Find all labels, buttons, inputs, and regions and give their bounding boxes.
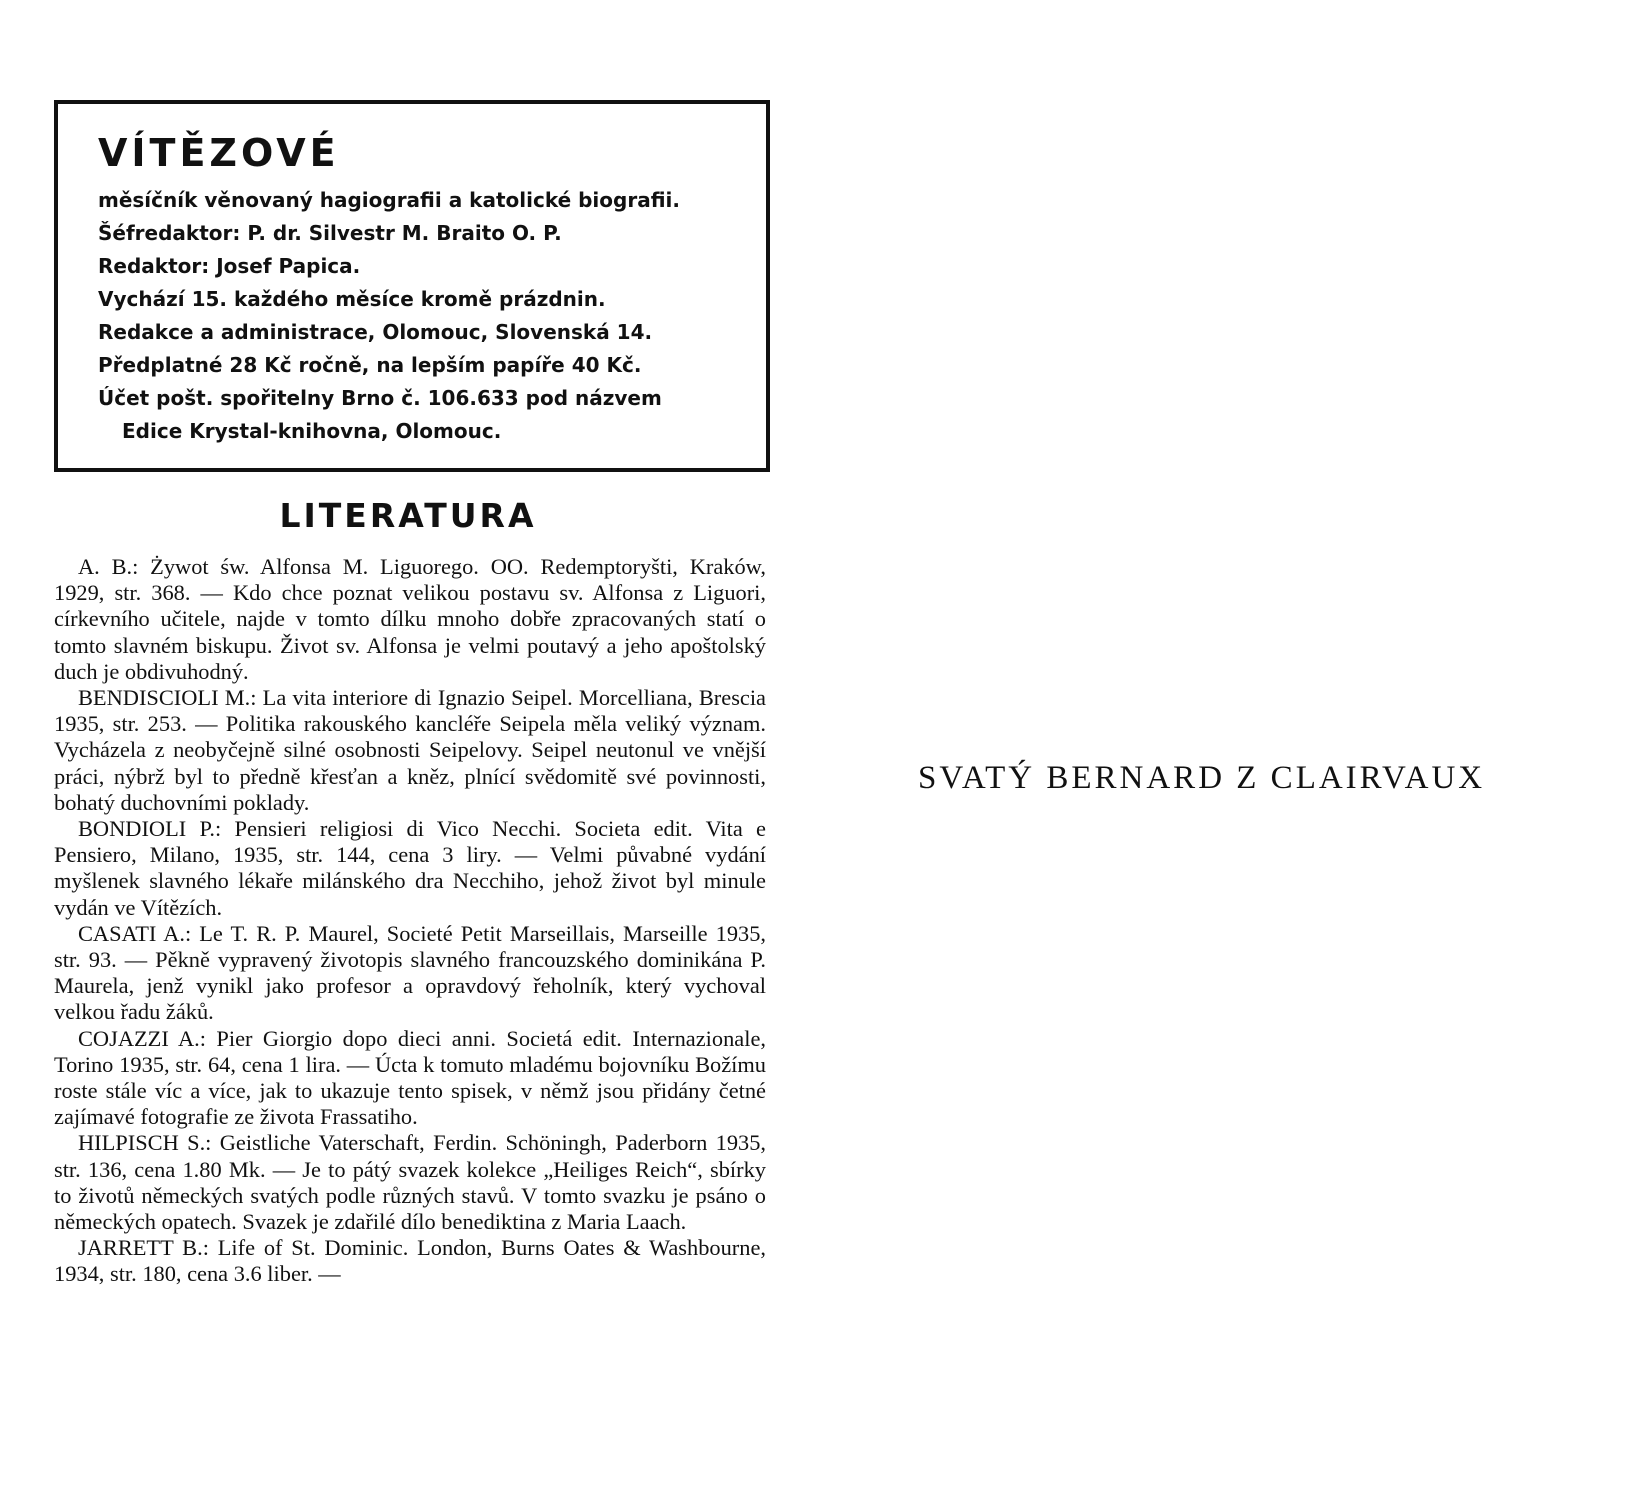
literature-entry: CASATI A.: Le T. R. P. Maurel, Societé Petit Marseillais, Marseille 1935, str. 93. — Pěkně vypravený životopis slavného francouzského dominikána P. Maurela, jenž vynikl jako profesor a opravdový řeholník, který vychoval velkou řadu žáků. (54, 920, 766, 1025)
masthead-line: Předplatné 28 Kč ročně, na lepším papíře 40 Kč. (98, 353, 642, 377)
literature-list (54, 554, 772, 1288)
masthead-line: Vychází 15. každého měsíce kromě prázdnin. (98, 287, 606, 311)
masthead-line: Účet pošt. spořitelny Brno č. 106.633 pod názvem (98, 386, 662, 410)
masthead-line: Šéfredaktor: P. dr. Silvestr M. Braito O. P. (98, 221, 562, 245)
literature-entry: COJAZZI A.: Pier Giorgio dopo dieci anni. Societá edit. Internazionale, Torino 1935, str. 64, cena 1 lira. — Úcta k tomuto mladému bojovníku Božímu roste stále víc a více, jak to ukazuje tento spisek, v němž jsou přidány četné zajímavé fotografie ze života Frassatiho. (54, 1025, 766, 1130)
left-page (54, 100, 772, 1288)
literature-entry: BENDISCIOLI M.: La vita interiore di Ignazio Seipel. Morcelliana, Brescia 1935, str. 253. — Politika rakouského kancléře Seipela měla veliký význam. Vycházela z neobyčejně silné osobnosti Seipelovy. Seipel neutonul ve vnější práci, nýbrž byl to předně křesťan a kněz, plnící svědomitě své povinnosti, bohatý duchovními poklady. (54, 685, 766, 815)
masthead-line: Edice Krystal-knihovna, Olomouc. (122, 419, 502, 443)
masthead-box (54, 100, 770, 472)
literature-entry: HILPISCH S.: Geistliche Vaterschaft, Ferdin. Schöningh, Paderborn 1935, str. 136, cena 1.80 Mk. — Je to pátý svazek kolekce „Heiliges Reich“, sbírky to životů německých svatých podle různých stavů. V tomto svazku je psáno o německých opatech. Svazek je zdařilé dílo benediktina z Maria Laach. (54, 1130, 766, 1235)
masthead-title: VÍTĚZOVÉ (98, 131, 340, 175)
masthead-line: Redakce a administrace, Olomouc, Slovenská 14. (98, 320, 653, 344)
literature-entry: BONDIOLI P.: Pensieri religiosi di Vico Necchi. Societa edit. Vita e Pensiero, Milano, 1935, str. 144, cena 3 liry. — Velmi půvabné vydání myšlenek slavného lékaře milánského dra Necchiho, jehož život byl minule vydán ve Vítězích. (54, 816, 766, 920)
masthead-line: měsíčník věnovaný hagiografii a katolické biografii. (98, 188, 680, 212)
section-heading: LITERATURA (279, 496, 537, 535)
literature-entry: A. B.: Żywot św. Alfonsa M. Liguorego. OO. Redemptoryšti, Kraków, 1929, str. 368. — Kdo chce poznat velikou postavu sv. Alfonsa z Liguori, církevního učitele, najde v tomto dílku mnoho dobře zpracovaných statí o tomto slavném biskupu. Život sv. Alfonsa je velmi poutavý a jeho apoštolský duch je obdivuhodný. (54, 554, 766, 684)
right-page-title: SVATÝ BERNARD Z CLAIRVAUX (918, 760, 1486, 796)
masthead-line: Redaktor: Josef Papica. (98, 254, 361, 278)
literature-entry: JARRETT B.: Life of St. Dominic. London, Burns Oates & Washbourne, 1934, str. 180, cena 3.6 liber. — (54, 1235, 766, 1287)
